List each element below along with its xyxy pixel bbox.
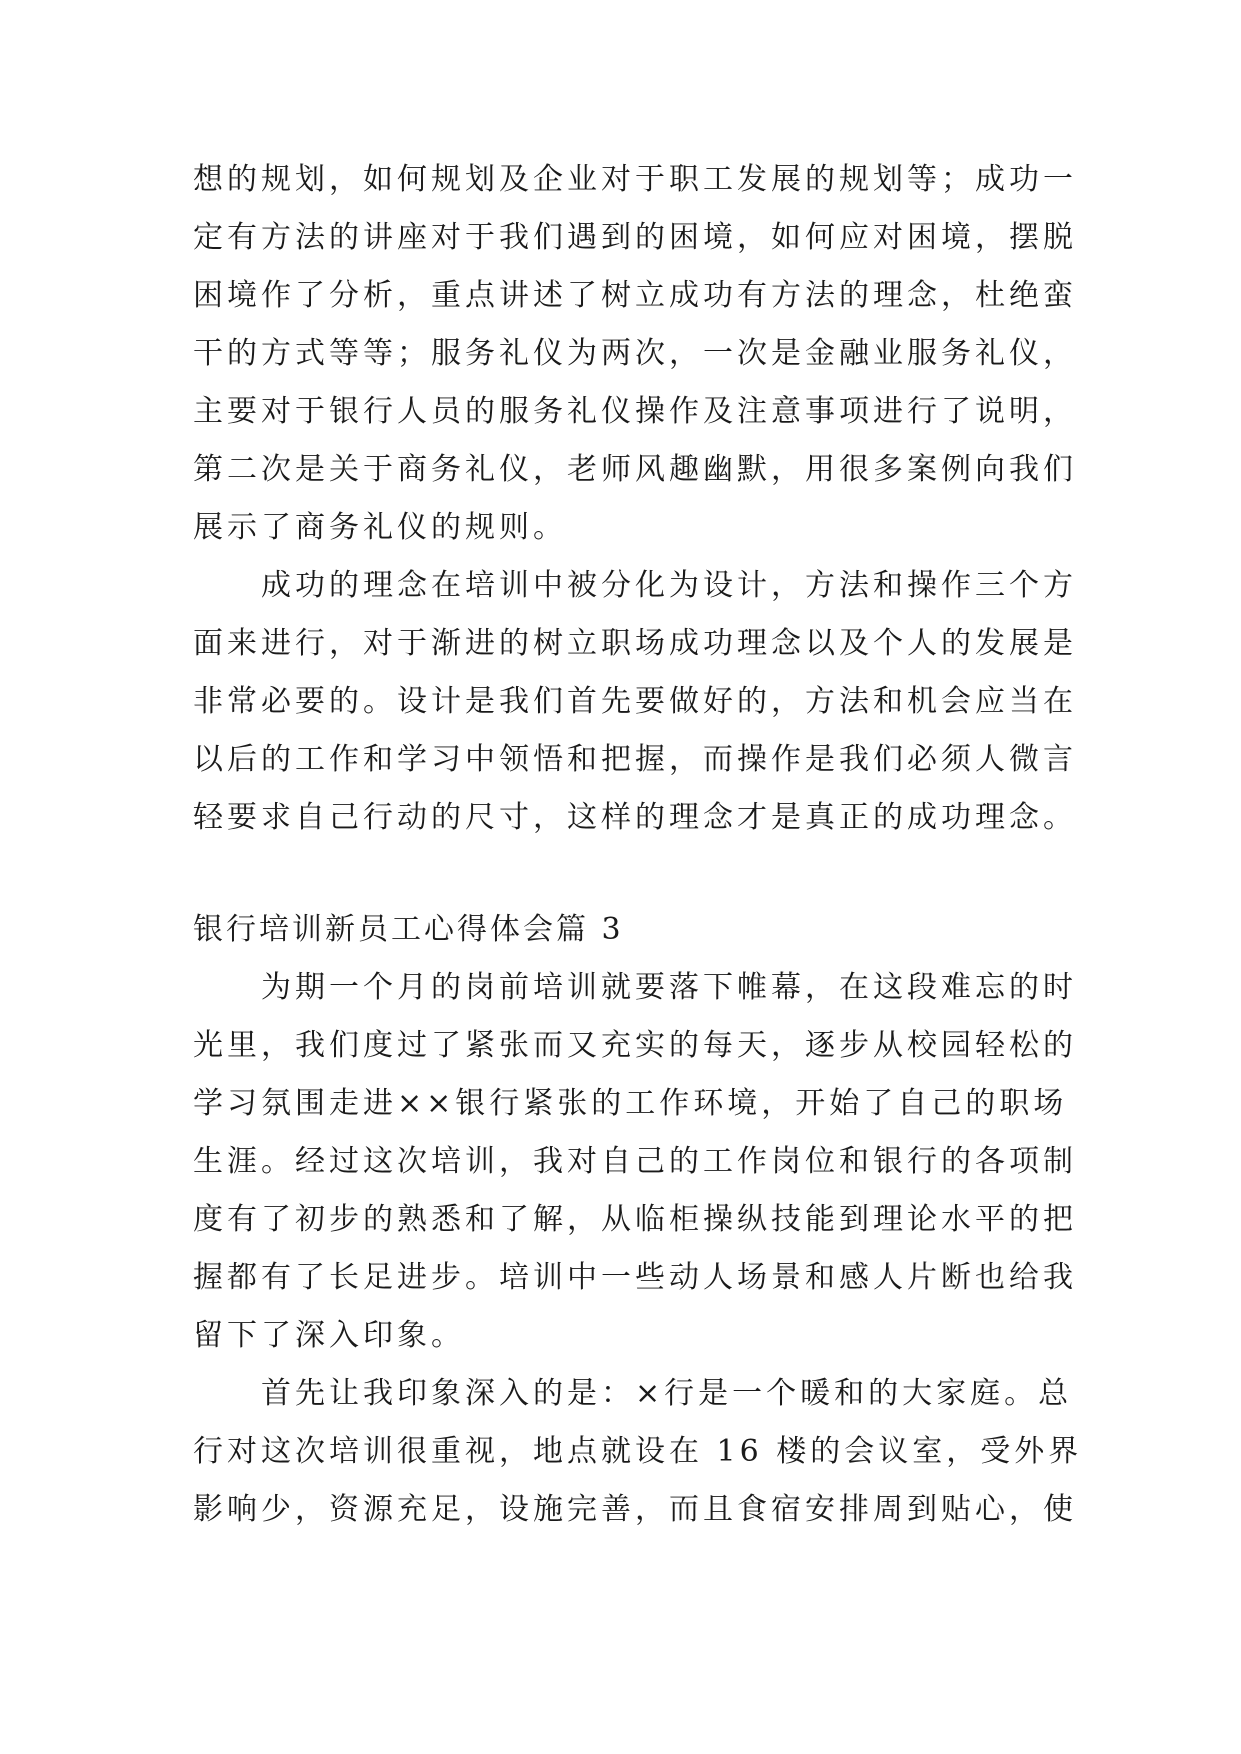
text-line: 干的方式等等；服务礼仪为两次，一次是金融业服务礼仪， — [193, 336, 1077, 371]
text-line: 光里，我们度过了紧张而又充实的每天，逐步从校园轻松的 — [193, 1028, 1077, 1063]
text-line: 行对这次培训很重视，地点就设在 16 楼的会议室，受外界 — [193, 1434, 1083, 1469]
text-line: 生涯。经过这次培训，我对自己的工作岗位和银行的各项制 — [193, 1144, 1077, 1179]
text-line: 想的规划，如何规划及企业对于职工发展的规划等；成功一 — [193, 162, 1077, 197]
text-line: 第二次是关于商务礼仪，老师风趣幽默，用很多案例向我们 — [193, 452, 1077, 487]
text-line: 影响少，资源充足，设施完善，而且食宿安排周到贴心，使 — [193, 1492, 1077, 1527]
text-line: 面来进行，对于渐进的树立职场成功理念以及个人的发展是 — [193, 626, 1077, 661]
text-line: 主要对于银行人员的服务礼仪操作及注意事项进行了说明， — [193, 394, 1077, 429]
paragraph-success-concept — [193, 557, 1077, 847]
section-spacer — [193, 847, 1055, 901]
text-line: 以后的工作和学习中领悟和把握，而操作是我们必须人微言 — [193, 742, 1077, 777]
section-title: 银行培训新员工心得体会篇 3 — [193, 912, 624, 947]
paragraph-impression — [193, 1365, 1083, 1539]
text-line: 握都有了长足进步。培训中一些动人场景和感人片断也给我 — [193, 1260, 1077, 1295]
text-line: 非常必要的。设计是我们首先要做好的，方法和机会应当在 — [193, 684, 1077, 719]
text-line: 首先让我印象深入的是：×行是一个暖和的大家庭。总 — [261, 1376, 1073, 1411]
text-line: 展示了商务礼仪的规则。 — [193, 510, 567, 545]
text-line: 成功的理念在培训中被分化为设计，方法和操作三个方 — [261, 568, 1077, 603]
paragraph-continued — [193, 151, 1077, 557]
document-body — [193, 151, 1083, 1539]
text-line: 定有方法的讲座对于我们遇到的困境，如何应对困境，摆脱 — [193, 220, 1077, 255]
text-line: 学习氛围走进××银行紧张的工作环境，开始了自己的职场 — [193, 1086, 1068, 1121]
text-line: 为期一个月的岗前培训就要落下帷幕，在这段难忘的时 — [261, 970, 1077, 1005]
text-line: 留下了深入印象。 — [193, 1318, 465, 1353]
text-line: 轻要求自己行动的尺寸，这样的理念才是真正的成功理念。 — [193, 800, 1077, 835]
paragraph-training — [193, 959, 1077, 1365]
text-line: 困境作了分析，重点讲述了树立成功有方法的理念，杜绝蛮 — [193, 278, 1077, 313]
text-line: 度有了初步的熟悉和了解，从临柜操纵技能到理论水平的把 — [193, 1202, 1077, 1237]
